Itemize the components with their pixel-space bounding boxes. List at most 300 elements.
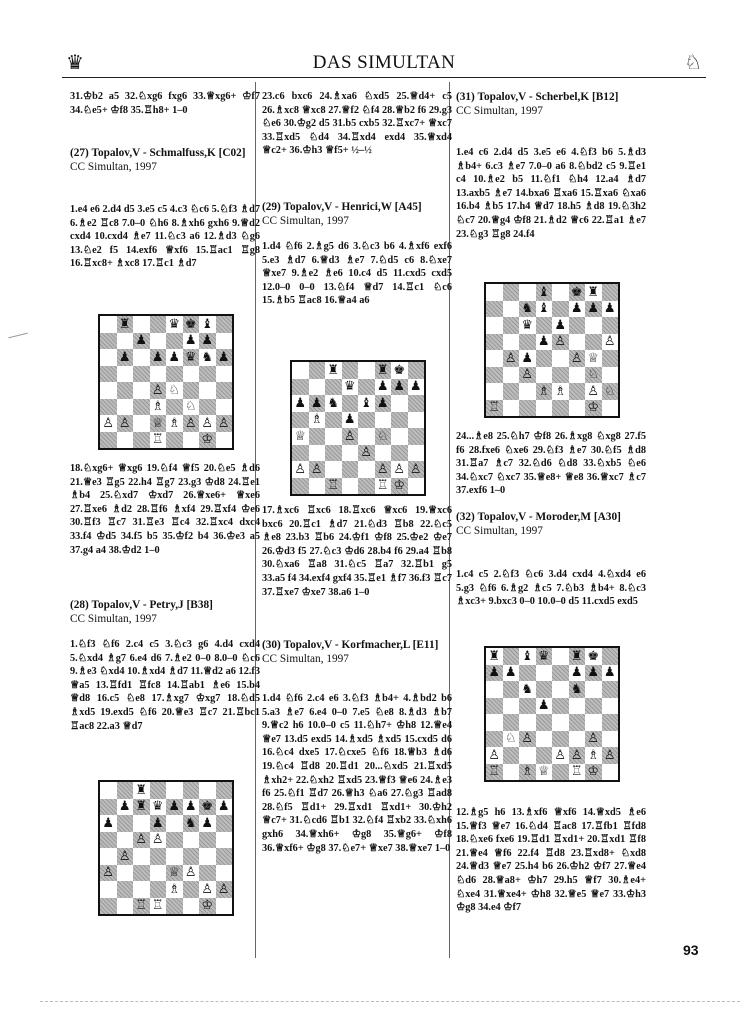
board-square (552, 648, 569, 665)
board-square (391, 379, 408, 396)
board-square (536, 648, 553, 665)
game-title: (28) Topalov,V - Petry,J [B38] (70, 599, 213, 611)
board-square (133, 898, 150, 915)
chess-piece-icon: ♙ (360, 445, 373, 461)
board-square (503, 714, 520, 731)
board-square (519, 334, 536, 351)
board-square (100, 832, 117, 849)
board-square (117, 333, 134, 350)
board-square (536, 698, 553, 715)
chess-piece-icon: ♙ (521, 731, 534, 747)
chess-piece-icon: ♞ (521, 301, 534, 317)
board-square (536, 764, 553, 781)
board-square (569, 350, 586, 367)
board-square (216, 848, 233, 865)
board-square (166, 898, 183, 915)
board-square (166, 432, 183, 449)
board-square (519, 317, 536, 334)
chess-piece-icon: ♛ (521, 317, 534, 333)
chess-piece-icon: ♛ (537, 648, 550, 664)
board-square (342, 428, 359, 445)
chess-piece-icon: ♗ (587, 747, 600, 763)
chess-piece-icon: ♟ (393, 379, 406, 395)
board-square (536, 334, 553, 351)
board-square (100, 799, 117, 816)
chess-piece-icon: ♙ (118, 848, 131, 864)
board-square (117, 865, 134, 882)
board-square (117, 432, 134, 449)
board-square (552, 698, 569, 715)
board-square (183, 815, 200, 832)
chess-piece-icon: ♟ (217, 799, 230, 815)
board-square (325, 395, 342, 412)
board-square (216, 415, 233, 432)
moves-text: 1.d4 ♘f6 2.c4 e6 3.♘f3 ♗b4+ 4.♗bd2 b6 5.a3 ♗e7 6.e4 0–0 7.e5 ♘e8 8.♗d3 ♗b7 9.♕c2 h6 10.0–0 c5 11.♘h7+ ♔h8 12.♕e4 ♕e7 13.d5 exd5 14.♗xd5 ♗xd5 15.cxd5 d6 16.♘c4 dxe5 17.♘cxe5 ♘f6 18.♕b3 ♗d6 19.♘c4 ♖d8 20.♖d1 20...♘xd5 21.♖xd5 ♗xh2+ 22.♘xh2 ♖xd5 23.♕f3 ♕e6 24.♗e3 f6 25.♘f1 ♖d7 26.♕h3 ♘a6 27.♘g3 ♖ad8 28.♘f5 ♖d1+ 29.♖xd1 ♖xd1+ 30.♔h2 ♕c7+ 31.♘cd6 ♖b1 32.♘f4 ♖xb2 33.♘xh6 gxh6 34.♕xh6+ ♔g8 35.♕g6+ ♔f8 36.♕xf6+ ♔g8 37.♘e7+ ♕xe7 38.♕xe7 1–0 (262, 693, 452, 854)
chess-piece-icon: ♙ (587, 383, 600, 399)
chess-piece-icon: ♙ (201, 881, 214, 897)
chess-piece-icon: ♟ (310, 395, 323, 411)
board-square (183, 799, 200, 816)
board-square (342, 445, 359, 462)
board-square (375, 379, 392, 396)
board-square (166, 865, 183, 882)
scan-edge-line (40, 1001, 740, 1002)
board-square (199, 349, 216, 366)
board-square (150, 366, 167, 383)
chess-piece-icon: ♕ (168, 865, 181, 881)
board-square (199, 865, 216, 882)
board-square (100, 881, 117, 898)
board-square (569, 698, 586, 715)
board-square (536, 714, 553, 731)
chess-piece-icon: ♟ (587, 301, 600, 317)
chess-piece-icon: ♙ (184, 865, 197, 881)
board-square (391, 362, 408, 379)
chess-piece-icon: ♗ (151, 399, 164, 415)
board-square (585, 400, 602, 417)
board-square (569, 747, 586, 764)
chess-piece-icon: ♔ (587, 400, 600, 416)
game-event: CC Simultan, 1997 (70, 613, 157, 625)
game-29-header (262, 200, 452, 228)
board-square (602, 367, 619, 384)
board-square (358, 362, 375, 379)
board-square (569, 714, 586, 731)
chess-piece-icon: ♟ (376, 395, 389, 411)
chess-piece-icon: ♟ (376, 379, 389, 395)
board-square (199, 881, 216, 898)
board-square (309, 395, 326, 412)
board-square (166, 399, 183, 416)
chess-diagram (98, 780, 234, 916)
board-square (150, 815, 167, 832)
board-square (166, 415, 183, 432)
game-title: (29) Topalov,V - Henrici,W [A45] (262, 201, 422, 213)
board-square (199, 366, 216, 383)
chess-piece-icon: ♙ (521, 367, 534, 383)
board-square (150, 399, 167, 416)
board-square (183, 349, 200, 366)
board-square (199, 832, 216, 849)
board-square (552, 383, 569, 400)
board-square (166, 848, 183, 865)
board-square (552, 367, 569, 384)
chess-piece-icon: ♙ (201, 415, 214, 431)
board-square (309, 445, 326, 462)
board-square (602, 764, 619, 781)
board-square (602, 698, 619, 715)
chess-piece-icon: ♛ (168, 316, 181, 332)
board-square (391, 412, 408, 429)
board-square (536, 284, 553, 301)
board-square (552, 665, 569, 682)
board-square (117, 349, 134, 366)
board-square (519, 400, 536, 417)
board-square (585, 648, 602, 665)
board-square (166, 815, 183, 832)
board-square (408, 478, 425, 495)
board-square (569, 665, 586, 682)
chess-piece-icon: ♙ (603, 747, 616, 763)
board-square (585, 367, 602, 384)
board-square (486, 400, 503, 417)
board-square (358, 478, 375, 495)
chess-piece-icon: ♕ (294, 428, 307, 444)
chess-piece-icon: ♙ (151, 382, 164, 398)
board-square (585, 317, 602, 334)
board-square (503, 747, 520, 764)
chess-piece-icon: ♗ (310, 412, 323, 428)
board-square (585, 747, 602, 764)
board-square (519, 764, 536, 781)
board-square (585, 284, 602, 301)
board-square (375, 461, 392, 478)
chess-piece-icon: ♙ (554, 334, 567, 350)
moves-text: 1.e4 c6 2.d4 d5 3.e5 e6 4.♘f3 b6 5.♗d3 ♗b4+ 6.c3 ♗e7 7.0–0 a6 8.♘bd2 c5 9.♖e1 c4 10.♗e2 b5 11.♘f1 ♘h4 12.a4 ♗d7 13.axb5 ♗e7 14.bxa6 ♖xa6 15.♖xa6 ♘xa6 16.b4 ♗b5 17.h4 ♕d7 18.h5 ♗d8 19.♘3h2 ♘c7 20.♕g4 ♔f8 21.♗d2 ♕c6 22.♖a1 ♗e7 23.♘g3 ♖g8 24.f4 (456, 147, 646, 240)
board-square (216, 782, 233, 799)
board-square (133, 799, 150, 816)
chess-piece-icon: ♔ (393, 478, 406, 494)
board-square (117, 382, 134, 399)
board-square (342, 362, 359, 379)
board-square (325, 362, 342, 379)
board-square (292, 412, 309, 429)
chess-piece-icon: ♙ (294, 461, 307, 477)
board-square (569, 731, 586, 748)
board-square (486, 383, 503, 400)
board-square (199, 382, 216, 399)
chess-piece-icon: ♖ (135, 898, 148, 914)
chess-piece-icon: ♙ (488, 747, 501, 763)
board-square (216, 399, 233, 416)
board-square (342, 395, 359, 412)
board-square (408, 379, 425, 396)
board-square (100, 399, 117, 416)
game-28-header (70, 598, 260, 626)
chess-piece-icon: ♟ (504, 665, 517, 681)
board-square (602, 648, 619, 665)
chess-piece-icon: ♚ (587, 648, 600, 664)
board-square (408, 428, 425, 445)
chess-diagram (484, 646, 620, 782)
board-square (292, 379, 309, 396)
board-square (503, 350, 520, 367)
board-square (325, 379, 342, 396)
board-square (358, 412, 375, 429)
board-square (585, 681, 602, 698)
board-square (602, 665, 619, 682)
game-title: (32) Topalov,V - Moroder,M [A30] (456, 511, 621, 523)
queen-icon: ♛ (66, 50, 84, 74)
chess-piece-icon: ♟ (135, 333, 148, 349)
chess-piece-icon: ♘ (603, 383, 616, 399)
chess-piece-icon: ♜ (488, 648, 501, 664)
board-square (183, 432, 200, 449)
board-square (391, 395, 408, 412)
board-square (503, 334, 520, 351)
board-square (569, 648, 586, 665)
board-square (486, 284, 503, 301)
board-square (408, 445, 425, 462)
board-square (486, 665, 503, 682)
chess-piece-icon: ♖ (151, 432, 164, 448)
board-square (100, 815, 117, 832)
board-square (342, 412, 359, 429)
board-square (519, 648, 536, 665)
board-square (100, 865, 117, 882)
chess-piece-icon: ♟ (201, 333, 214, 349)
chess-piece-icon: ♟ (118, 799, 131, 815)
board-square (216, 898, 233, 915)
board-square (150, 349, 167, 366)
chess-piece-icon: ♝ (521, 648, 534, 664)
board-square (166, 799, 183, 816)
board-square (166, 881, 183, 898)
game-title: (31) Topalov,V - Scherbel,K [B12] (456, 91, 619, 103)
board-square (602, 301, 619, 318)
board-square (536, 317, 553, 334)
board-square (199, 432, 216, 449)
board-square (569, 400, 586, 417)
board-square (150, 865, 167, 882)
board-square (199, 848, 216, 865)
chess-piece-icon: ♝ (537, 301, 550, 317)
board-square (486, 367, 503, 384)
board-square (100, 782, 117, 799)
board-square (602, 284, 619, 301)
chess-piece-icon: ♙ (343, 428, 356, 444)
board-square (585, 350, 602, 367)
board-square (166, 349, 183, 366)
chess-piece-icon: ♘ (504, 731, 517, 747)
board-square (216, 366, 233, 383)
chess-piece-icon: ♛ (151, 799, 164, 815)
page-title: DAS SIMULTAN (312, 52, 456, 73)
chess-piece-icon: ♙ (554, 747, 567, 763)
board-square (100, 848, 117, 865)
chess-piece-icon: ♟ (537, 698, 550, 714)
chess-piece-icon: ♗ (537, 383, 550, 399)
board-square (602, 400, 619, 417)
moves-text: 17.♗xc6 ♖xc6 18.♖xc6 ♕xc6 19.♕xc6 bxc6 20.♖c1 ♗d7 21.♘d3 ♖b8 22.♘c5 ♗e8 23.b3 ♖b6 24.♔f1 ♔f8 25.♔e2 ♔e7 26.♔d3 f5 27.♘c3 ♔d6 28.b4 f6 29.a4 ♖b8 30.♘xa6 ♖a8 31.♘c5 ♖a7 32.♖b1 g5 33.a5 f4 34.exf4 gxf4 35.♖e1 ♗f7 36.f3 ♖c7 37.♖xe7 ♔xe7 38.a6 1–0 (262, 505, 452, 598)
board-square (117, 366, 134, 383)
board-square (569, 681, 586, 698)
board-square (585, 383, 602, 400)
board-square (183, 832, 200, 849)
board-square (602, 714, 619, 731)
game-31-header (456, 90, 646, 118)
board-square (486, 301, 503, 318)
board-square (503, 648, 520, 665)
moves-text: 12.♗g5 h6 13.♗xf6 ♕xf6 14.♕xd5 ♗e6 15.♕f3 ♕e7 16.♘d4 ♖ac8 17.♖fb1 ♖fd8 18.♘xe6 fxe6 19.♖d1 ♖xd1+ 20.♖xd1 ♖f8 21.♕e4 ♕f6 22.f4 ♖d8 23.♖xd8+ ♘xd8 24.♕d3 ♕e7 25.h4 b6 26.♔h2 ♔f7 27.♕e4 ♘d6 28.♕a8+ ♔h7 29.h5 ♕f7 30.♗e4+ ♘xe4 31.♕xe4+ ♔h8 32.♕e5 ♕e7 33.♔h3 ♔g8 34.e4 ♔f7 (456, 807, 646, 914)
chess-diagram (290, 360, 426, 496)
board-square (309, 412, 326, 429)
board-square (486, 681, 503, 698)
board-square (199, 799, 216, 816)
board-square (503, 301, 520, 318)
board-square (552, 747, 569, 764)
board-square (375, 478, 392, 495)
board-square (216, 432, 233, 449)
chess-piece-icon: ♞ (327, 395, 340, 411)
chess-piece-icon: ♗ (521, 764, 534, 780)
board-square (309, 379, 326, 396)
chess-piece-icon: ♟ (184, 333, 197, 349)
board-square (166, 316, 183, 333)
chess-piece-icon: ♟ (118, 349, 131, 365)
board-square (552, 731, 569, 748)
board-square (552, 334, 569, 351)
board-square (552, 301, 569, 318)
chess-piece-icon: ♟ (201, 815, 214, 831)
chess-piece-icon: ♙ (217, 415, 230, 431)
board-square (552, 350, 569, 367)
board-square (183, 382, 200, 399)
board-square (199, 399, 216, 416)
chess-piece-icon: ♚ (393, 362, 406, 378)
board-square (183, 848, 200, 865)
board-square (585, 764, 602, 781)
chess-piece-icon: ♙ (102, 415, 115, 431)
margin-mark (8, 333, 28, 339)
chess-piece-icon: ♞ (201, 349, 214, 365)
board-square (569, 334, 586, 351)
board-square (391, 461, 408, 478)
board-square (133, 881, 150, 898)
board-square (585, 301, 602, 318)
board-square (519, 665, 536, 682)
board-square (569, 284, 586, 301)
board-square (503, 317, 520, 334)
chess-piece-icon: ♙ (409, 461, 422, 477)
game-event: CC Simultan, 1997 (70, 161, 157, 173)
game-30-header (262, 638, 452, 666)
chess-piece-icon: ♟ (603, 665, 616, 681)
board-square (375, 395, 392, 412)
board-square (117, 898, 134, 915)
chess-piece-icon: ♜ (135, 782, 148, 798)
board-square (503, 681, 520, 698)
chess-piece-icon: ♛ (184, 349, 197, 365)
board-square (486, 648, 503, 665)
chess-piece-icon: ♗ (168, 881, 181, 897)
chess-piece-icon: ♘ (184, 399, 197, 415)
header-rule (62, 77, 706, 78)
moves-text: 1.c4 c5 2.♘f3 ♘c6 3.d4 cxd4 4.♘xd4 e6 5.g3 ♘f6 6.♗g2 ♗c5 7.♘b3 ♗b4+ 8.♘c3 ♗xc3+ 9.bxc3 0–0 10.0–0 d5 11.cxd5 exd5 (456, 569, 646, 608)
chess-piece-icon: ♙ (217, 881, 230, 897)
board-square (519, 681, 536, 698)
board-square (358, 461, 375, 478)
board-square (133, 399, 150, 416)
game-32-header (456, 510, 646, 538)
board-square (486, 317, 503, 334)
board-square (585, 714, 602, 731)
chess-piece-icon: ♕ (537, 764, 550, 780)
board-square (100, 333, 117, 350)
board-square (166, 382, 183, 399)
board-square (602, 334, 619, 351)
board-square (486, 334, 503, 351)
board-square (133, 316, 150, 333)
chess-piece-icon: ♕ (587, 350, 600, 366)
chess-piece-icon: ♘ (168, 382, 181, 398)
board-square (150, 881, 167, 898)
board-square (117, 815, 134, 832)
board-square (183, 865, 200, 882)
board-square (216, 382, 233, 399)
chess-piece-icon: ♟ (151, 815, 164, 831)
chess-piece-icon: ♖ (376, 478, 389, 494)
board-square (486, 714, 503, 731)
board-square (585, 665, 602, 682)
chess-piece-icon: ♖ (488, 400, 501, 416)
chess-piece-icon: ♚ (570, 284, 583, 300)
board-square (602, 383, 619, 400)
board-square (536, 383, 553, 400)
board-square (602, 731, 619, 748)
board-square (552, 400, 569, 417)
board-square (569, 383, 586, 400)
board-square (325, 478, 342, 495)
chess-piece-icon: ♟ (603, 301, 616, 317)
board-square (216, 799, 233, 816)
board-square (150, 898, 167, 915)
board-square (519, 698, 536, 715)
chess-piece-icon: ♙ (587, 731, 600, 747)
board-square (552, 764, 569, 781)
board-square (342, 379, 359, 396)
board-square (133, 366, 150, 383)
page-header (62, 50, 706, 78)
moves-text: 18.♘xg6+ ♕xg6 19.♘f4 ♕f5 20.♘e5 ♗d6 21.♕e3 ♖g5 22.h4 ♖g7 23.g3 ♔d8 24.♖e1 ♗b4 25.♘xd7 ♔xd7 26.♕xe6+ ♕xe6 27.♖xe6 ♗d2 28.♖f6 ♗xf4 29.♖xf4 ♔e6 30.♖f3 ♖c7 31.♖e3 ♖c4 32.♖xc4 dxc4 33.f4 ♔d5 34.f5 b5 35.♔f2 b4 36.♔e3 a5 37.g4 a4 38.♔d2 1–0 (70, 463, 260, 556)
board-square (199, 815, 216, 832)
board-square (133, 349, 150, 366)
chess-piece-icon: ♖ (151, 898, 164, 914)
board-square (309, 428, 326, 445)
game-title: (27) Topalov,V - Schmalfuss,K [C02] (70, 147, 246, 159)
board-square (375, 428, 392, 445)
game-event: CC Simultan, 1997 (262, 653, 349, 665)
moves-text: 23.c6 bxc6 24.♗xa6 ♘xd5 25.♕d4+ c5 26.♗xc8 ♕xc8 27.♕f2 ♘f4 28.♕b2 f6 29.g3 ♘e6 30.♔g2 d5 31.b5 cxb5 32.♖xc7+ ♕xc7 33.♖xd5 ♘d4 34.♖xd4 exd4 35.♕xd4 ♕c2+ 36.♔h3 ♕f5+ ½–½ (262, 91, 452, 157)
board-square (166, 782, 183, 799)
board-square (216, 333, 233, 350)
board-square (199, 782, 216, 799)
game-27-header (70, 146, 260, 174)
board-square (503, 400, 520, 417)
board-square (150, 832, 167, 849)
board-square (569, 367, 586, 384)
board-square (292, 395, 309, 412)
